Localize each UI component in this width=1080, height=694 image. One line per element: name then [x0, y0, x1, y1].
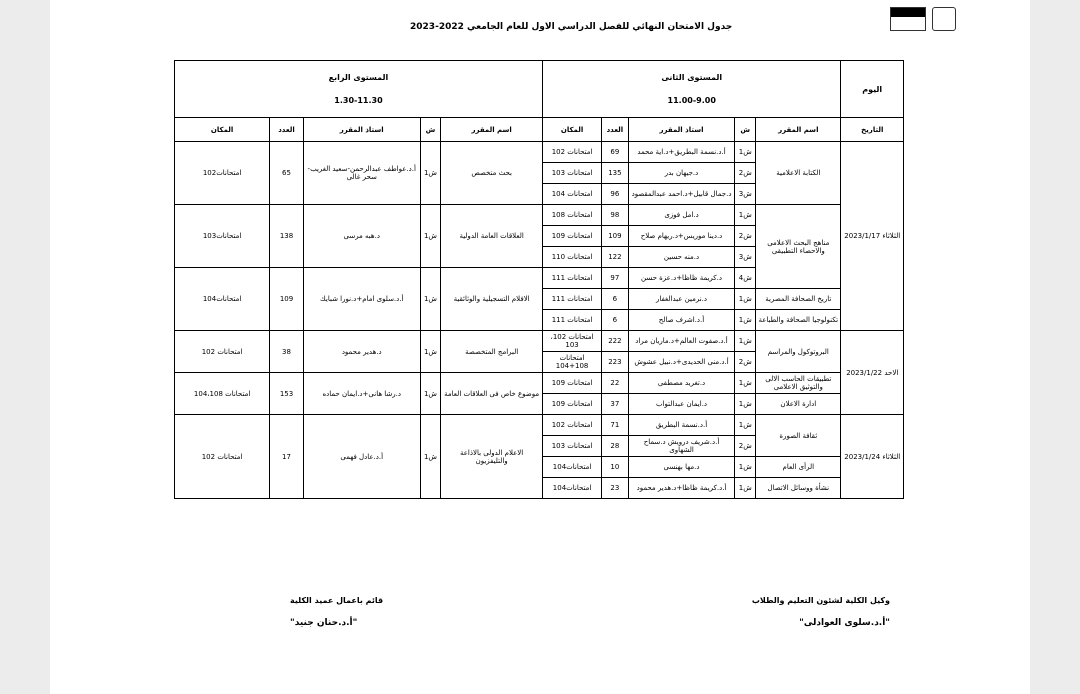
level2-count-cell: 69 [602, 142, 628, 163]
level2-count-cell: 10 [602, 457, 628, 478]
level4-professor-cell: أ.د.عادل فهمى [303, 415, 420, 499]
level2-professor-cell: د.تغريد مصطفى [628, 373, 735, 394]
logos [890, 6, 970, 32]
level2-section-cell: ش1 [735, 205, 756, 226]
col-sh4: ش [420, 118, 441, 142]
footer-right-name: "أ.د.سلوى العوادلى" [799, 618, 890, 628]
level2-section-cell: ش1 [735, 457, 756, 478]
col-sh2: ش [735, 118, 756, 142]
level2-place-cell: امتحانات 108+104 [542, 352, 601, 373]
level4-course-cell: الافلام التسجيلية والوثائقية [441, 268, 543, 331]
level2-professor-cell: د.ايمان عبدالتواب [628, 394, 735, 415]
level2-place-cell: امتحانات 102، 103 [542, 331, 601, 352]
level2-place-cell: امتحانات 111 [542, 289, 601, 310]
level2-professor-cell: د.نرمين عبدالغفار [628, 289, 735, 310]
level2-count-cell: 23 [602, 478, 628, 499]
header-level2: المستوى الثانى 11.00-9.00 [542, 61, 841, 118]
level2-place-cell: امتحانات 108 [542, 205, 601, 226]
level4-professor-cell: د.رشا هانى+د.ايمان حماده [303, 373, 420, 415]
exam-schedule-table [174, 60, 904, 499]
level2-count-cell: 122 [602, 247, 628, 268]
level2-course-cell: ثقافة الصورة [756, 415, 841, 457]
level2-course-cell: ادارة الاعلان [756, 394, 841, 415]
document-title: جدول الامتحان النهائي للفصل الدراسي الاول للعام الجامعي 2022-2023 [410, 22, 733, 32]
level4-section-cell: ش1 [420, 331, 441, 373]
table-row [175, 142, 904, 163]
level4-place-cell: امتحانات 102 [175, 331, 270, 373]
level4-place-cell: امتحانات104 [175, 268, 270, 331]
footer-left-name: "أ.د.حنان جنيد" [290, 618, 358, 628]
level4-course-cell: بحث متخصص [441, 142, 543, 205]
level2-section-cell: ش1 [735, 289, 756, 310]
schedule-body [175, 142, 904, 499]
level4-count-cell: 17 [270, 415, 304, 499]
level2-count-cell: 6 [602, 310, 628, 331]
level2-place-cell: امتحانات 103 [542, 163, 601, 184]
level2-section-cell: ش1 [735, 310, 756, 331]
level4-count-cell: 65 [270, 142, 304, 205]
level2-section-cell: ش2 [735, 352, 756, 373]
col-place4: المكان [175, 118, 270, 142]
level2-professor-cell: أ.د.صفوت العالم+د.ماريان مراد [628, 331, 735, 352]
level2-count-cell: 109 [602, 226, 628, 247]
level2-count-cell: 37 [602, 394, 628, 415]
level2-place-cell: امتحانات 109 [542, 394, 601, 415]
level2-section-cell: ش4 [735, 268, 756, 289]
level2-place-cell: امتحانات 104 [542, 184, 601, 205]
table-row [175, 415, 904, 436]
footer-right-title: وكيل الكلية لشئون التعليم والطلاب [751, 596, 890, 605]
day-date-cell: الثلاثاء 2023/1/24 [841, 415, 904, 499]
level2-place-cell: امتحانات104 [542, 457, 601, 478]
level2-professor-cell: أ.د.كريمة ظاظا+د.هدير محمود [628, 478, 735, 499]
level2-section-cell: ش1 [735, 415, 756, 436]
level2-count-cell: 98 [602, 205, 628, 226]
header-level4: المستوى الرابع 1.30-11.30 [175, 61, 543, 118]
level2-course-cell: تاريخ الصحافة المصرية [756, 289, 841, 310]
level2-professor-cell: أ.د.اشرف صالح [628, 310, 735, 331]
level2-professor-cell: د.امل فوزى [628, 205, 735, 226]
level2-count-cell: 6 [602, 289, 628, 310]
level2-course-cell: تكنولوجيا الصحافة والطباعة [756, 310, 841, 331]
table-row [175, 205, 904, 226]
level2-professor-cell: أ.د.شريف درويش د.سماح الشهاوى [628, 436, 735, 457]
level4-place-cell: امتحانات103 [175, 205, 270, 268]
university-logo [890, 7, 926, 31]
level2-count-cell: 28 [602, 436, 628, 457]
level4-course-cell: الاعلام الدولى بالاذاعة والتليفزيون [441, 415, 543, 499]
level2-place-cell: امتحانات 109 [542, 226, 601, 247]
level2-professor-cell: د.منه حسين [628, 247, 735, 268]
level2-professor-cell: د.كريمة ظاظا+د.عزة حسن [628, 268, 735, 289]
level2-place-cell: امتحانات 103 [542, 436, 601, 457]
level4-section-cell: ش1 [420, 268, 441, 331]
level2-professor-cell: د.جيهان بدر [628, 163, 735, 184]
level2-section-cell: ش1 [735, 373, 756, 394]
level2-count-cell: 97 [602, 268, 628, 289]
level2-place-cell: امتحانات 111 [542, 310, 601, 331]
level2-course-cell: البروتوكول والمراسم [756, 331, 841, 373]
level2-professor-cell: أ.د.منى الحديدى+د.نبيل عشوش [628, 352, 735, 373]
level4-professor-cell: د.هبه مرسى [303, 205, 420, 268]
col-count4: العدد [270, 118, 304, 142]
level2-section-cell: ش2 [735, 226, 756, 247]
level2-course-cell: مناهج البحث الاعلامى والاحصاء التطبيقى [756, 205, 841, 289]
level2-professor-cell: أ.د.نسمة البطريق [628, 415, 735, 436]
level4-count-cell: 153 [270, 373, 304, 415]
level4-professor-cell: أ.د.سلوى امام+د.نورا شبايك [303, 268, 420, 331]
level2-professor-cell: د.دينا موريس+د.ريهام صلاح [628, 226, 735, 247]
level4-course-cell: موضوع خاص فى العلاقات العامة [441, 373, 543, 415]
level2-section-cell: ش3 [735, 184, 756, 205]
level2-place-cell: امتحانات 110 [542, 247, 601, 268]
col-course4: اسم المقرر [441, 118, 543, 142]
level2-course-cell: الكتابة الاعلامية [756, 142, 841, 205]
level4-section-cell: ش1 [420, 373, 441, 415]
level2-count-cell: 222 [602, 331, 628, 352]
level4-count-cell: 138 [270, 205, 304, 268]
col-date: التاريخ [841, 118, 904, 142]
level2-count-cell: 223 [602, 352, 628, 373]
col-prof2: استاذ المقرر [628, 118, 735, 142]
level4-section-cell: ش1 [420, 142, 441, 205]
level2-section-cell: ش1 [735, 331, 756, 352]
footer-left-title: قائم باعمال عميد الكلية [290, 596, 384, 605]
level4-section-cell: ش1 [420, 205, 441, 268]
col-prof4: استاذ المقرر [303, 118, 420, 142]
header-day: اليوم [841, 61, 904, 118]
level2-section-cell: ش2 [735, 436, 756, 457]
level2-course-cell: الرأى العام [756, 457, 841, 478]
level2-professor-cell: د.مها بهنسى [628, 457, 735, 478]
level4-course-cell: العلاقات العامة الدولية [441, 205, 543, 268]
col-count2: العدد [602, 118, 628, 142]
level2-course-cell: نشأة ووسائل الاتصال [756, 478, 841, 499]
day-date-cell: الثلاثاء 2023/1/17 [841, 142, 904, 331]
table-row [175, 331, 904, 352]
level2-count-cell: 135 [602, 163, 628, 184]
table-row [175, 373, 904, 394]
faculty-logo [932, 7, 956, 31]
level2-course-cell: تطبيقات الحاسب الالى والتوثيق الاعلامى [756, 373, 841, 394]
level2-professor-cell: أ.د.نسمة البطريق+د.اية محمد [628, 142, 735, 163]
level2-section-cell: ش3 [735, 247, 756, 268]
level4-place-cell: امتحانات 102 [175, 415, 270, 499]
level4-professor-cell: د.هدير محمود [303, 331, 420, 373]
level2-place-cell: امتحانات 102 [542, 415, 601, 436]
level2-place-cell: امتحانات 111 [542, 268, 601, 289]
level4-count-cell: 38 [270, 331, 304, 373]
level2-count-cell: 71 [602, 415, 628, 436]
day-date-cell: الاحد 2023/1/22 [841, 331, 904, 415]
level2-professor-cell: د.جمال قابيل+د.احمد عبدالمقصود [628, 184, 735, 205]
level2-section-cell: ش1 [735, 394, 756, 415]
level2-section-cell: ش1 [735, 478, 756, 499]
level2-count-cell: 22 [602, 373, 628, 394]
col-place2: المكان [542, 118, 601, 142]
level2-place-cell: امتحانات104 [542, 478, 601, 499]
level2-count-cell: 96 [602, 184, 628, 205]
level2-section-cell: ش1 [735, 142, 756, 163]
level2-section-cell: ش2 [735, 163, 756, 184]
col-course2: اسم المقرر [756, 118, 841, 142]
level4-section-cell: ش1 [420, 415, 441, 499]
level4-count-cell: 109 [270, 268, 304, 331]
level2-place-cell: امتحانات 102 [542, 142, 601, 163]
level4-place-cell: امتحانات 104،108 [175, 373, 270, 415]
level4-professor-cell: أ.د.عواطف عبدالرحمن-سعيد الغريب-سحر غالى [303, 142, 420, 205]
level4-place-cell: امتحانات102 [175, 142, 270, 205]
level4-course-cell: البرامج المتخصصة [441, 331, 543, 373]
level2-place-cell: امتحانات 109 [542, 373, 601, 394]
